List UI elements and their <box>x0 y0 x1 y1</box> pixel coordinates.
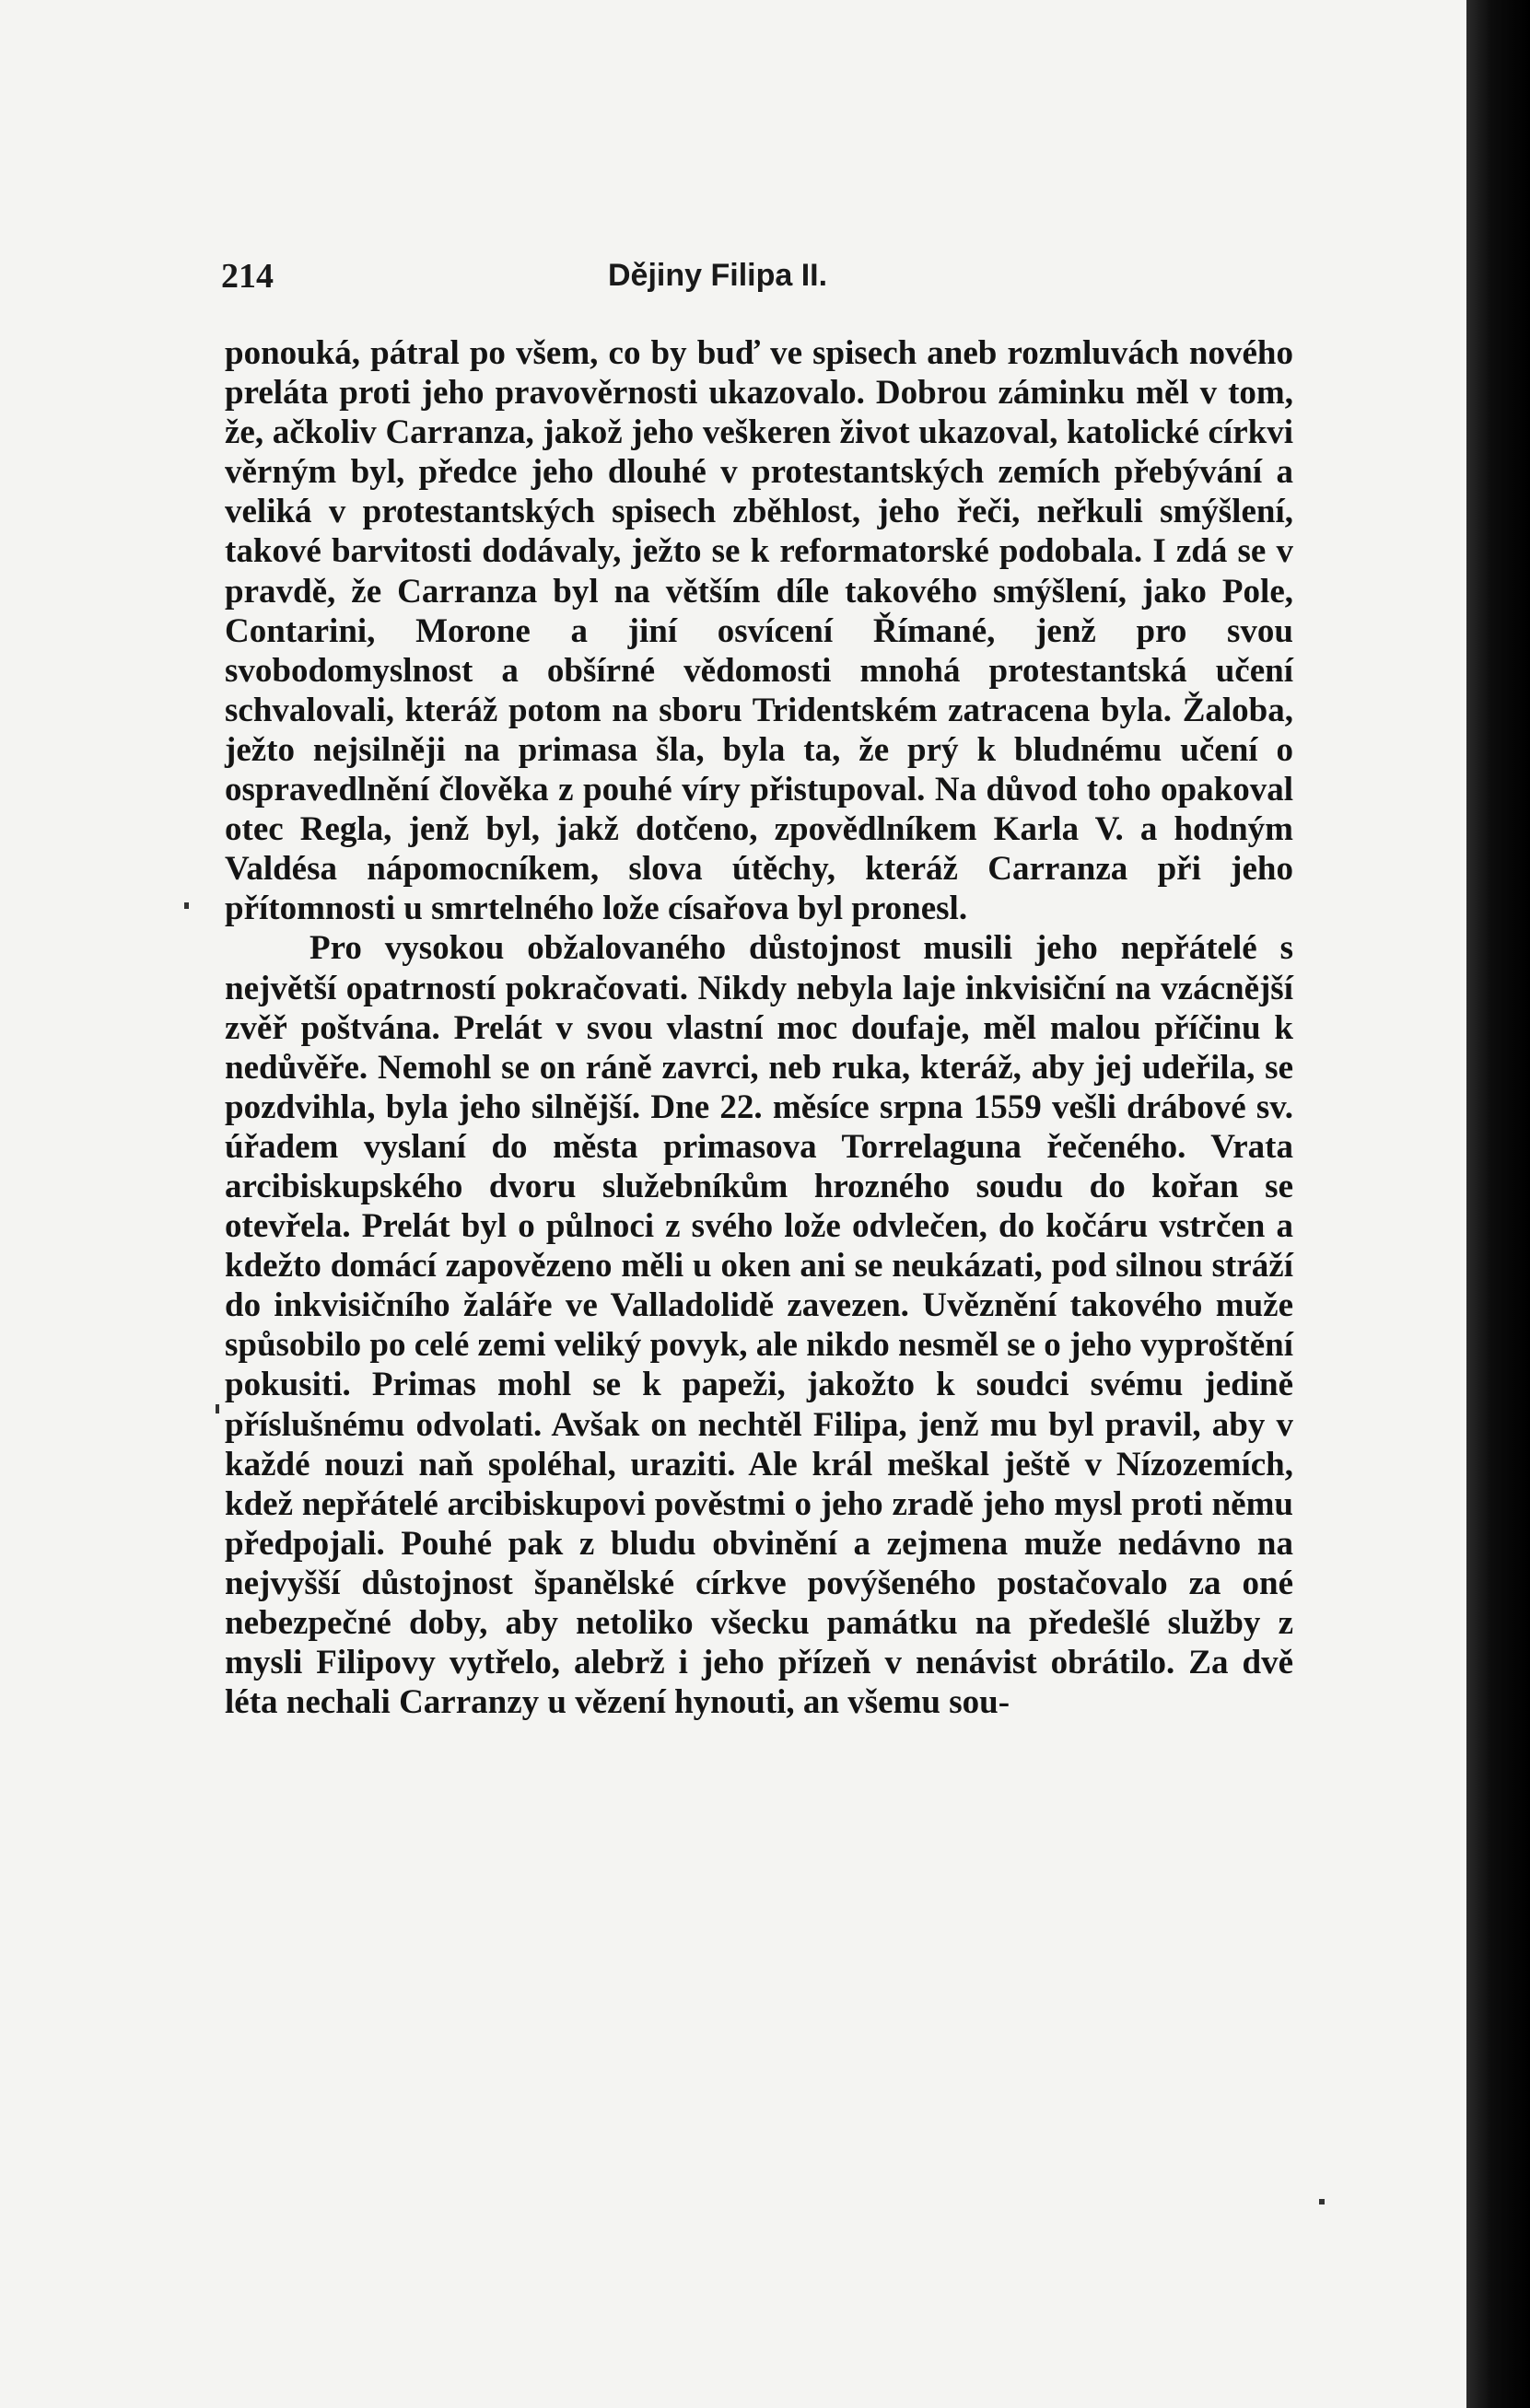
paragraph-2: Pro vysokou obžalovaného důstojnost musili jeho nepřátelé s největší opatrností pokračovati. Nikdy nebyla laje inkvisiční na vzácnější zvěř poštvána. Prelát v svou vlastní moc doufaje, měl malou příčinu k nedůvěře. Nemohl se on ráně zavrci, neb ruka, kteráž, aby jej udeřila, se pozdvihla, byla jeho silnější. Dne 22. měsíce srpna 1559 vešli drábové sv. úřadem vyslaní do města primasova Torrelaguna řečeného. Vrata arcibiskupského dvoru služebníkům hrozného soudu do kořan se otevřela. Prelát byl o půlnoci z svého lože odvlečen, do kočáru vstrčen a kdežto domácí zapovězeno měli u oken ani se neukázati, pod silnou stráží do inkvisičního žaláře ve Valladolidě zavezen. Uvěznění takového muže spůsobilo po celé zemi veliký povyk, ale nikdo nesměl se o jeho vyproštění pokusiti. Primas mohl se k papeži, jakožto k soudci svému jedině příslušnému odvolati. Avšak on nechtěl Filipa, jenž mu byl pravil, aby v každé nouzi naň spoléhal, uraziti. Ale král meškal ještě v Nízozemích, kdež nepřátelé arcibiskupovi pověstmi o jeho zradě jeho mysl proti němu předpojali. Pouhé pak z bludu obvinění a zejmena muže nedávno na nejvyšší důstojnost španělské církve povýšeného postačovalo za oné nebezpečné doby, aby netoliko všecku památku na předešlé služby z mysli Filipovy vytřelo, alebrž i jeho přízeň v nenávist obrátilo. Za dvě léta nechali Carranzy u vězení hynouti, an všemu sou- <box>225 929 1293 1722</box>
scan-speck <box>216 1404 219 1413</box>
body-text <box>225 333 1293 1722</box>
page-header <box>221 256 1299 302</box>
running-head: Dějiny Filipa II. <box>608 258 828 293</box>
scan-speck <box>1319 2199 1325 2204</box>
scan-speck <box>184 902 189 909</box>
scan-edge <box>1466 0 1530 2408</box>
page-number: 214 <box>221 257 274 296</box>
paragraph-1: ponouká, pátral po všem, co by buď ve spisech aneb rozmluvách nového preláta proti jeho pravověrnosti ukazovalo. Dobrou záminku měl v tom, že, ačkoliv Carranza, jakož jeho veškeren život ukazoval, katolické církvi věrným byl, předce jeho dlouhé v protestantských zemích přebývání a veliká v protestantských spisech zběhlost, jeho řeči, neřkuli smýšlení, takové barvitosti dodávaly, ježto se k reformatorské podobala. I zdá se v pravdě, že Carranza byl na větším díle takového smýšlení, jako Pole, Contarini, Morone a jiní osvícení Římané, jenž pro svou svobodomyslnost a obšírné vědomosti mnohá protestantská učení schvalovali, kteráž potom na sboru Tridentském zatracena byla. Žaloba, ježto nejsilněji na primasa šla, byla ta, že prý k bludnému učení o ospravedlnění člověka z pouhé víry přistupoval. Na důvod toho opakoval otec Regla, jenž byl, jakž dotčeno, zpovědlníkem Karla V. a hodným Valdésa nápomocníkem, slova útěchy, kteráž Carranza při jeho přítomnosti u smrtelného lože císařova byl pronesl. <box>225 334 1293 928</box>
